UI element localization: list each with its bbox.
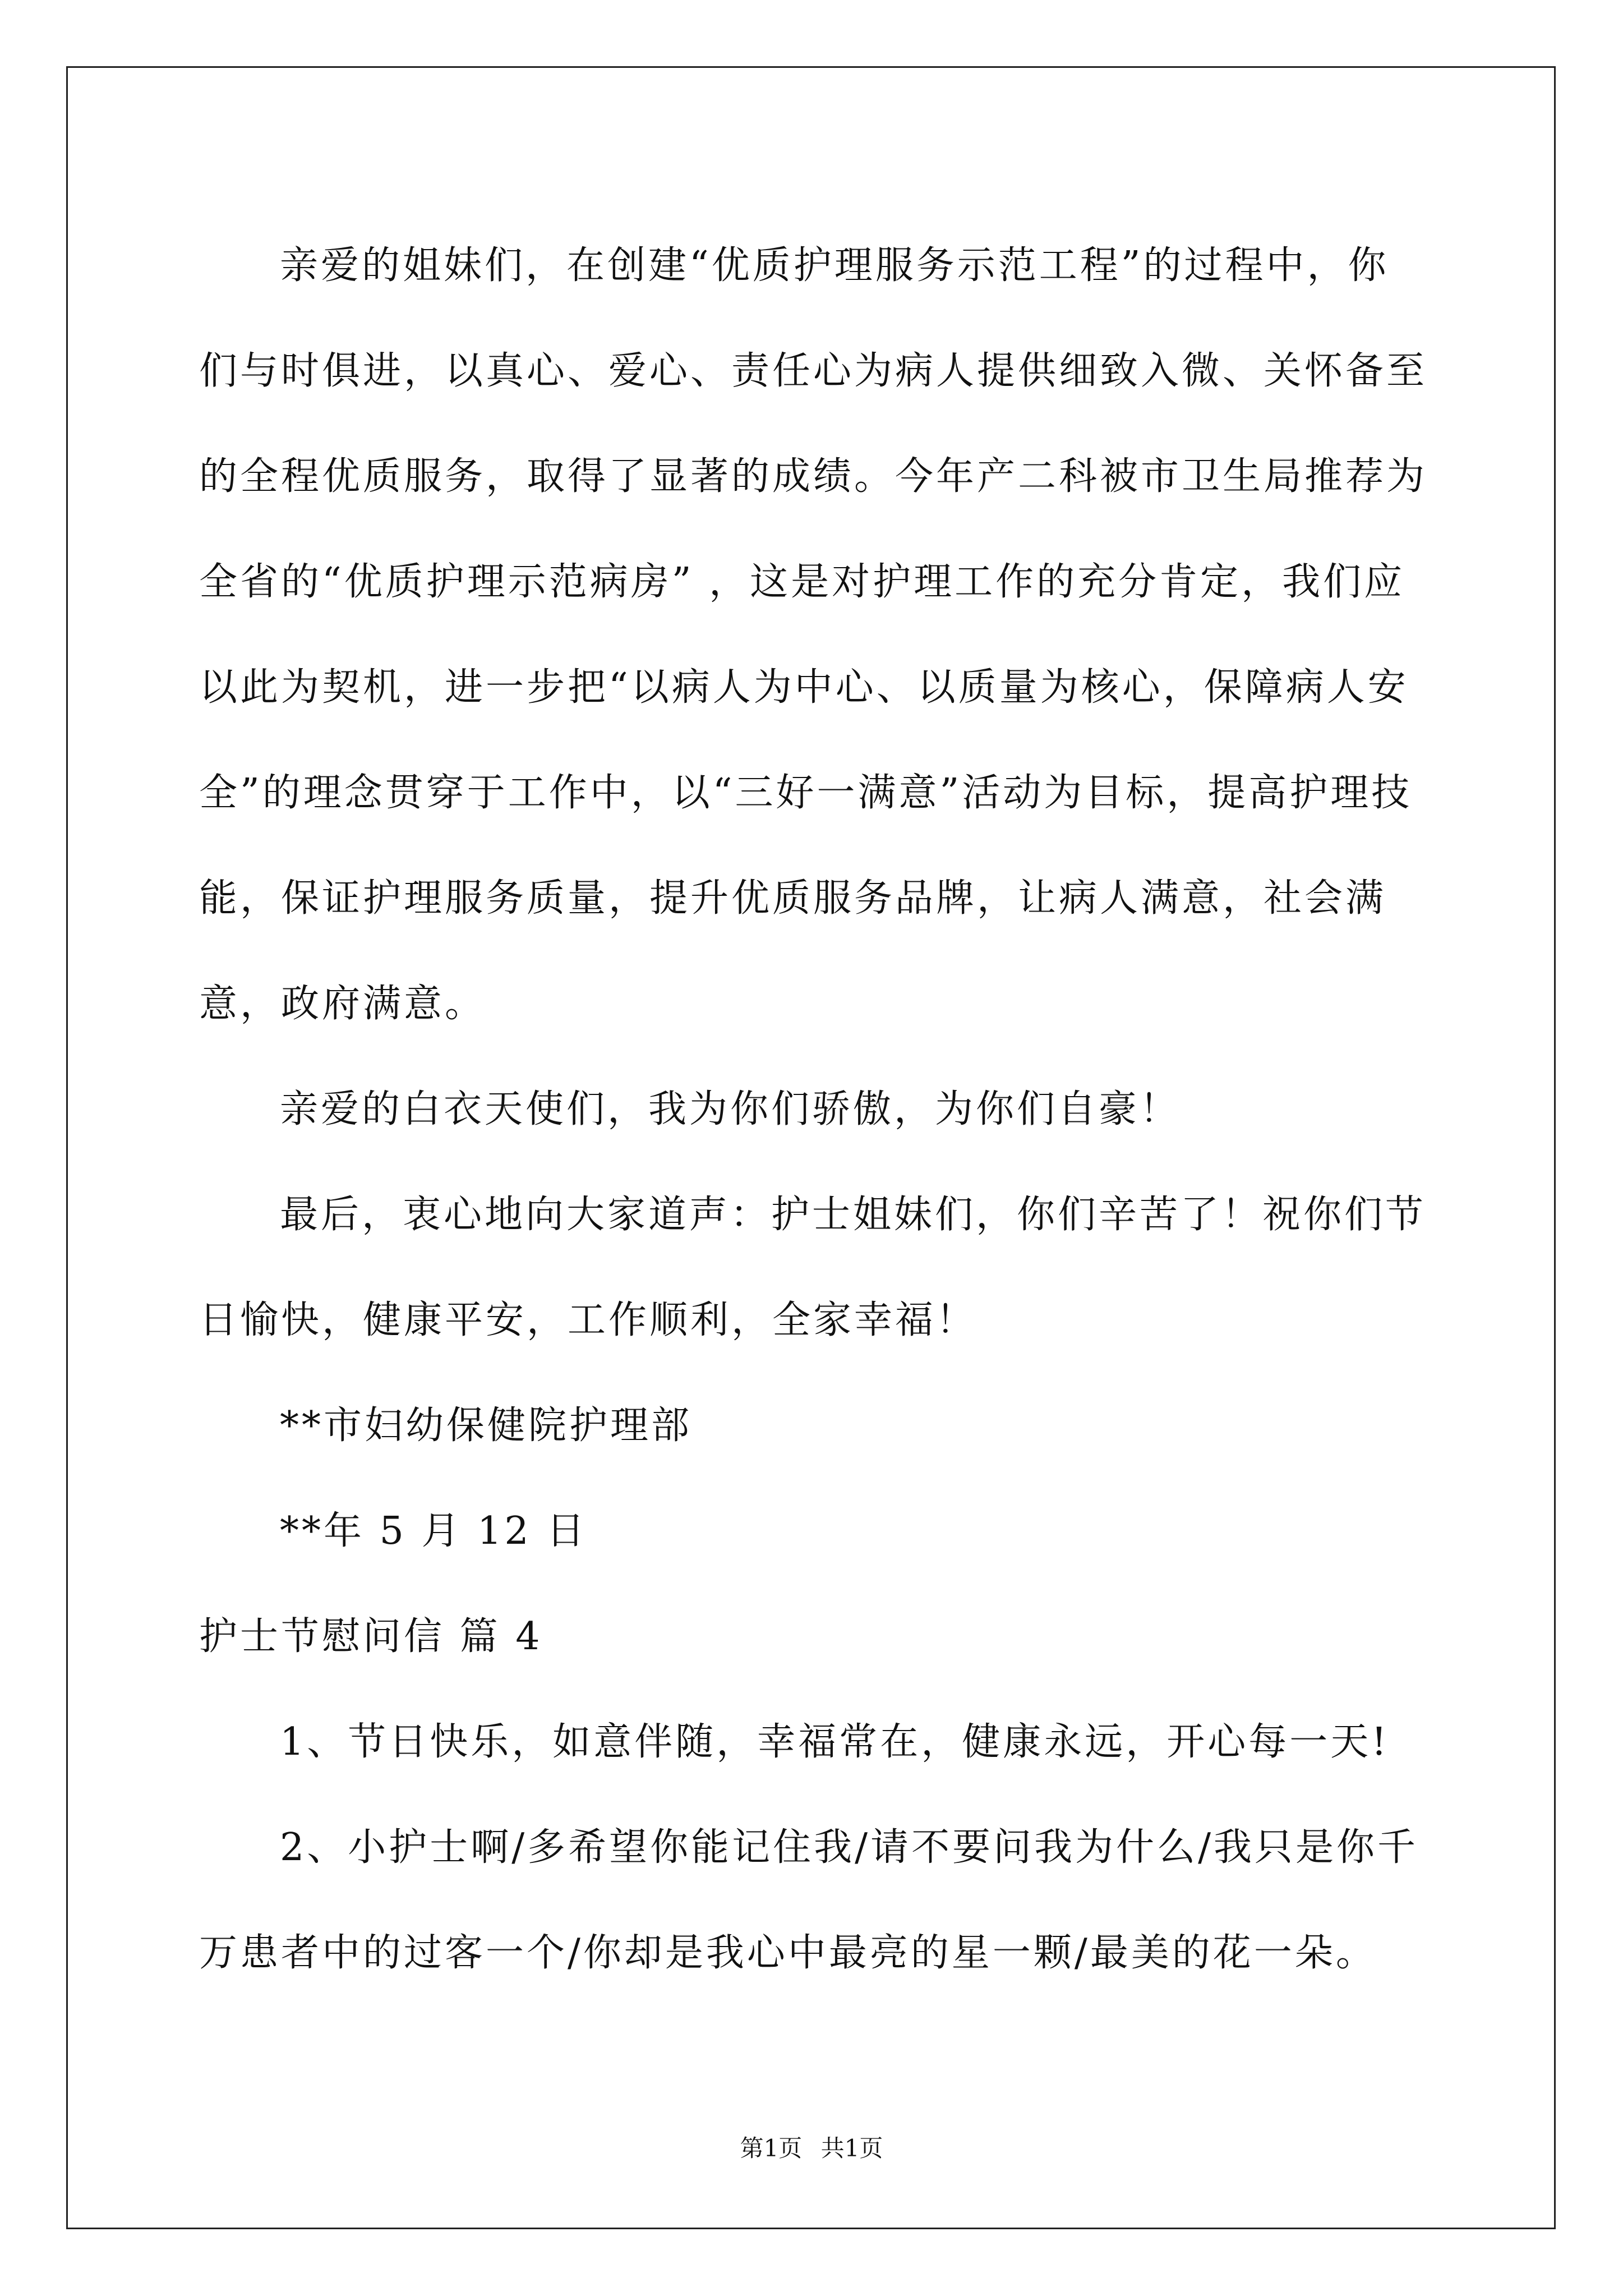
page-footer: [0, 2132, 1623, 2165]
list-item: 2、小护士啊/多希望你能记住我/请不要问我为什么/我只是你千万患者中的过客一个/你却是我心中最亮的星一颗/最美的花一朵。: [199, 1825, 1418, 1975]
paragraph-closing: 最后，衷心地向大家道声：护士姐妹们，你们辛苦了！祝你们节日愉快，健康平安，工作顺利，全家幸福！: [199, 1193, 1427, 1342]
signature-organization: **市妇幼保健院护理部: [280, 1404, 693, 1448]
document-body: [199, 213, 1427, 2006]
paragraph-pride: 亲爱的白衣天使们，我为你们骄傲，为你们自豪！: [280, 1087, 1181, 1131]
signature-date: **年 5 月 12 日: [280, 1509, 588, 1553]
list-item: 1、节日快乐，如意伴随，幸福常在，健康永远，开心每一天!: [280, 1720, 1390, 1764]
page-number-current: 第1页: [740, 2134, 803, 2162]
page-number-total: 共1页: [820, 2134, 883, 2162]
paragraph-praise: 亲爱的姐妹们，在创建“优质护理服务示范工程”的过程中，你们与时俱进，以真心、爱心、责任心为病人提供细致入微、关怀备至的全程优质服务，取得了显著的成绩。今年产二科被市卫生局推荐为全省的“优质护理示范病房” ，这是对护理工作的充分肯定，我们应以此为契机，进一步把“以病人为中心、以质量为核心，保障病人安全”的理念贯穿于工作中，以“三好一满意”活动为目标，提高护理技能，保证护理服务质量，提升优质服务品牌，让病人满意，社会满意，政府满意。: [199, 243, 1428, 1026]
section-heading: 护士节慰问信 篇 4: [199, 1614, 543, 1659]
